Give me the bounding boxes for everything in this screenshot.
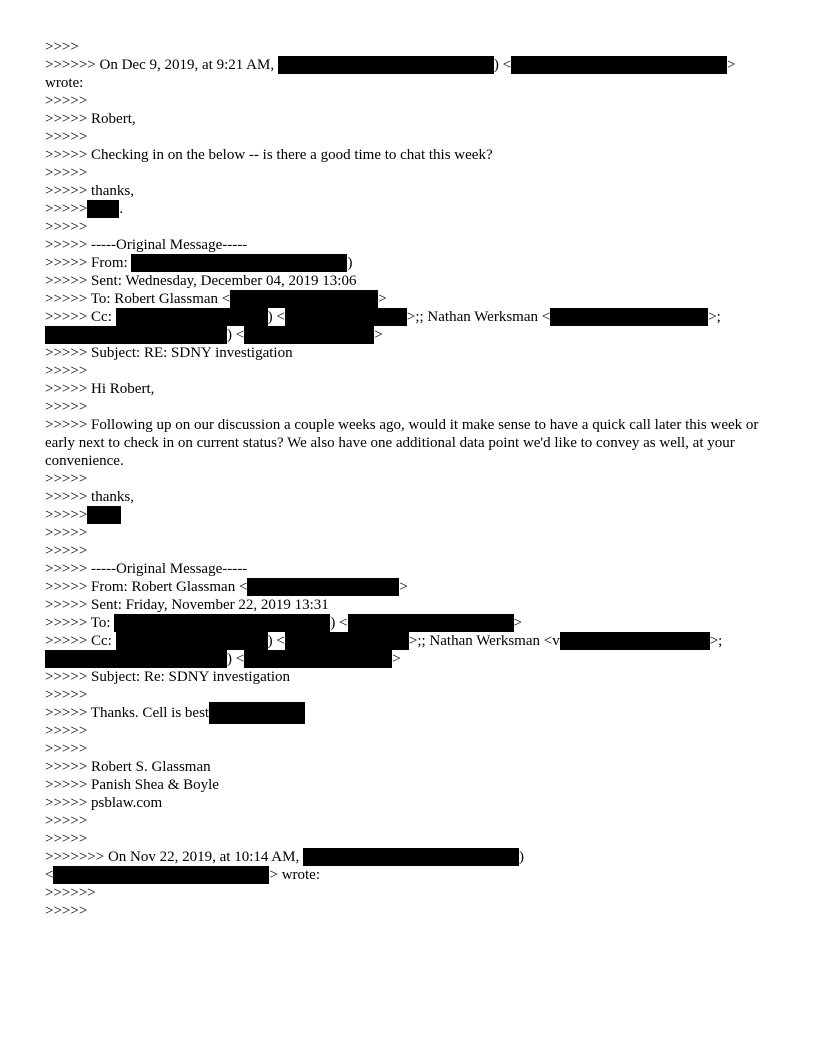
signature-website: >>>>> psblaw.com bbox=[45, 795, 163, 811]
redaction-box bbox=[285, 308, 407, 326]
signoff: >>>>> thanks, bbox=[45, 489, 134, 505]
redaction-box bbox=[87, 200, 119, 218]
quote-line: >>>>> bbox=[45, 741, 88, 757]
reply-header-nov22: >>>>>>> On Nov 22, 2019, at 10:14 AM, ) bbox=[45, 849, 524, 865]
salutation: >>>>> Hi Robert, bbox=[45, 381, 155, 397]
salutation: >>>>> Robert, bbox=[45, 111, 136, 127]
quote-line: >>>>> bbox=[45, 903, 88, 919]
quote-line: >>>>> bbox=[45, 165, 88, 181]
quote-line: >>>>> bbox=[45, 399, 88, 415]
redaction-box bbox=[247, 578, 399, 596]
quote-line: >>>>> bbox=[45, 363, 88, 379]
redaction-box bbox=[511, 56, 727, 74]
redaction-box bbox=[116, 308, 268, 326]
email-thread bbox=[45, 38, 765, 920]
body-paragraph: >>>>> Following up on our discussion a couple weeks ago, would it make sense to have a quick call later this week or early next to check in on current status? We also have one additional data point we'd like to convey as well, at your convenience. bbox=[45, 417, 759, 469]
cc-line-cont: ) < > bbox=[45, 650, 765, 668]
quote-line: >>>>> bbox=[45, 129, 88, 145]
wrote-line: < > wrote: bbox=[45, 867, 321, 883]
to-line: >>>>> To: ) < > bbox=[45, 615, 522, 631]
cc-line: >>>>> Cc: ) < >;; Nathan Werksman <v >; bbox=[45, 633, 723, 649]
quote-line: >>>>> bbox=[45, 525, 88, 541]
subject-line: >>>>> Subject: RE: SDNY investigation bbox=[45, 345, 293, 361]
quote-line: >>>>> bbox=[45, 93, 88, 109]
quote-line: >>>> bbox=[45, 39, 79, 55]
original-message-divider: >>>>> -----Original Message----- bbox=[45, 237, 248, 253]
sent-line: >>>>> Sent: Wednesday, December 04, 2019 13:06 bbox=[45, 273, 357, 289]
signoff-name: >>>>> bbox=[45, 506, 765, 524]
signature-firm: >>>>> Panish Shea & Boyle bbox=[45, 777, 219, 793]
quote-line: >>>>> bbox=[45, 831, 88, 847]
redaction-box bbox=[53, 866, 269, 884]
redaction-box bbox=[45, 326, 227, 344]
redaction-box bbox=[87, 506, 121, 524]
signoff: >>>>> thanks, bbox=[45, 183, 134, 199]
redaction-box bbox=[285, 632, 409, 650]
cc-line: >>>>> Cc: ) < >;; Nathan Werksman < >; bbox=[45, 309, 721, 325]
redaction-box bbox=[131, 254, 347, 272]
cc-line-cont: ) < > bbox=[45, 326, 765, 344]
quote-line: >>>>>> bbox=[45, 885, 96, 901]
quote-line: >>>>> bbox=[45, 471, 88, 487]
quote-line: >>>>> bbox=[45, 219, 88, 235]
sent-line: >>>>> Sent: Friday, November 22, 2019 13:31 bbox=[45, 597, 329, 613]
body-line: >>>>> Thanks. Cell is best bbox=[45, 704, 765, 722]
redaction-box bbox=[230, 290, 378, 308]
signoff-name: >>>>> . bbox=[45, 201, 124, 217]
wrote-line: wrote: bbox=[45, 75, 84, 91]
to-line: >>>>> To: Robert Glassman < > bbox=[45, 291, 387, 307]
redaction-box bbox=[348, 614, 514, 632]
quote-line: >>>>> bbox=[45, 813, 88, 829]
reply-header-dec9: >>>>>> On Dec 9, 2019, at 9:21 AM, ) < > bbox=[45, 57, 736, 73]
from-line: >>>>> From: Robert Glassman < > bbox=[45, 579, 408, 595]
redaction-box bbox=[116, 632, 268, 650]
redaction-box bbox=[244, 650, 392, 668]
quote-line: >>>>> bbox=[45, 723, 88, 739]
body-line: >>>>> Checking in on the below -- is there a good time to chat this week? bbox=[45, 147, 493, 163]
redaction-box bbox=[45, 650, 227, 668]
quote-line: >>>>> bbox=[45, 687, 88, 703]
redaction-box bbox=[303, 848, 519, 866]
signature-name: >>>>> Robert S. Glassman bbox=[45, 759, 211, 775]
subject-line: >>>>> Subject: Re: SDNY investigation bbox=[45, 669, 291, 685]
redaction-box bbox=[244, 326, 374, 344]
redaction-box bbox=[278, 56, 494, 74]
redaction-box bbox=[550, 308, 708, 326]
redaction-box bbox=[114, 614, 330, 632]
redaction-box bbox=[209, 702, 305, 724]
quote-line: >>>>> bbox=[45, 543, 88, 559]
from-line: >>>>> From: ) bbox=[45, 255, 353, 271]
redaction-box bbox=[560, 632, 710, 650]
original-message-divider: >>>>> -----Original Message----- bbox=[45, 561, 248, 577]
